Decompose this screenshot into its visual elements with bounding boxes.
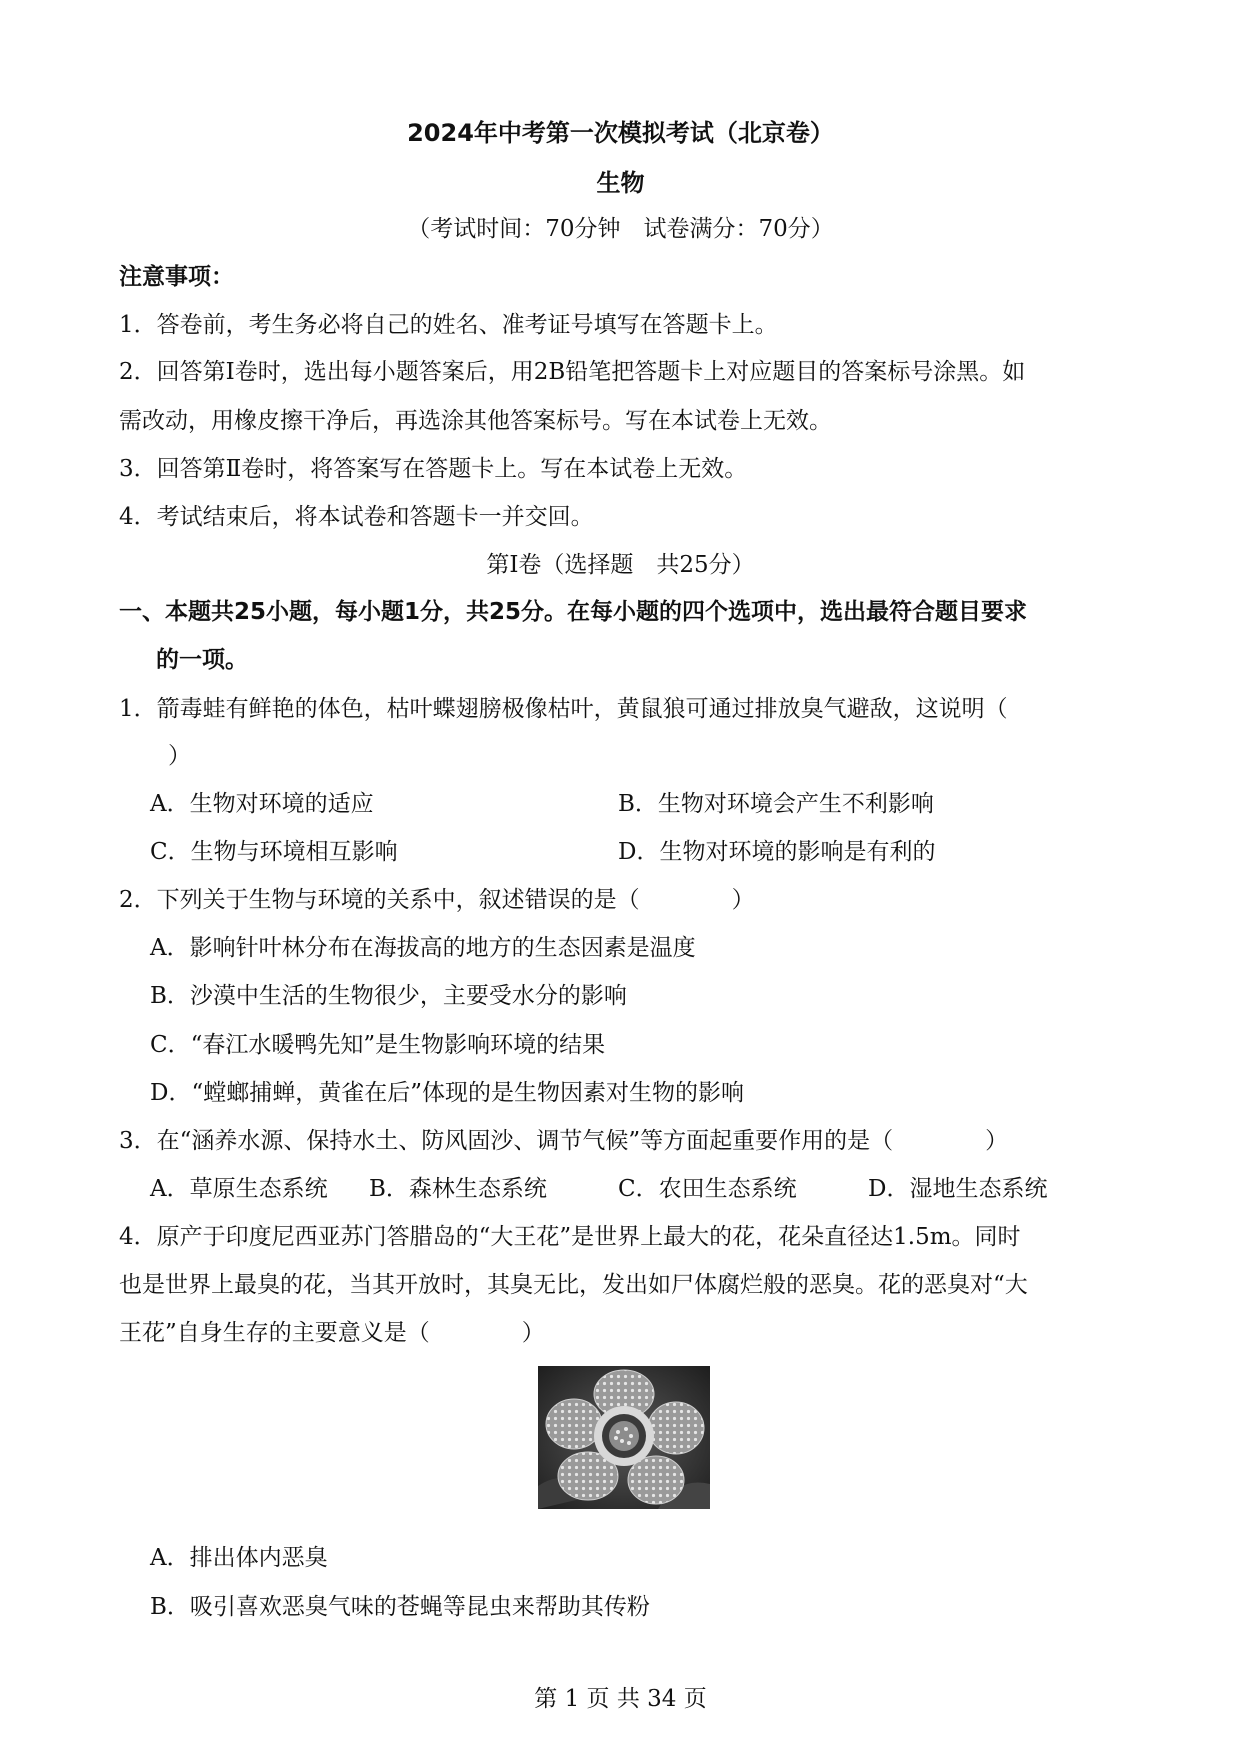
notice-item-2: 2．回答第Ⅰ卷时，选出每小题答案后，用2B铅笔把答题卡上对应题目的答案标号涂黑。如 — [119, 359, 1026, 385]
q3-option-d: D．湿地生态系统 — [868, 1176, 1048, 1202]
q3-option-a: A．草原生态系统 — [150, 1176, 328, 1202]
q4-option-a: A．排出体内恶臭 — [150, 1545, 328, 1571]
notice-item-1: 1．答卷前，考生务必将自己的姓名、准考证号填写在答题卡上。 — [119, 312, 778, 338]
notice-heading: 注意事项： — [119, 264, 234, 290]
rafflesia-photo — [538, 1366, 710, 1509]
page-number: 第 1 页 共 34 页 — [534, 1686, 707, 1712]
notice-item-4: 4．考试结束后，将本试卷和答题卡一并交回。 — [119, 504, 594, 530]
section-title: 第Ⅰ卷（选择题 共25分） — [486, 552, 755, 578]
q3-option-b: B．森林生态系统 — [369, 1176, 547, 1202]
section-instruction: 一、本题共25小题，每小题1分，共25分。在每小题的四个选项中，选出最符合题目要求 — [119, 599, 1028, 625]
section-instruction-cont: 的一项。 — [156, 647, 248, 673]
q1-stem: 1．箭毒蛙有鲜艳的体色，枯叶蝶翅膀极像枯叶，黄鼠狼可通过排放臭气避敌，这说明（ — [119, 696, 1008, 722]
q2-option-d: D．“螳螂捕蝉，黄雀在后”体现的是生物因素对生物的影响 — [150, 1080, 744, 1106]
q2-option-c: C．“春江水暖鸭先知”是生物影响环境的结果 — [150, 1032, 606, 1058]
q3-stem: 3．在“涵养水源、保持水土、防风固沙、调节气候”等方面起重要作用的是（ ） — [119, 1128, 1009, 1154]
q1-option-d: D．生物对环境的影响是有利的 — [618, 839, 936, 865]
q3-option-c: C．农田生态系统 — [618, 1176, 797, 1202]
q2-option-a: A．影响针叶林分布在海拔高的地方的生态因素是温度 — [150, 935, 696, 961]
q2-stem: 2．下列关于生物与环境的关系中，叙述错误的是（ ） — [119, 887, 755, 913]
q1-option-a: A．生物对环境的适应 — [150, 791, 374, 817]
subject-title: 生物 — [596, 169, 645, 197]
q1-stem-cont: ） — [168, 743, 191, 769]
q4-stem-cont-1: 也是世界上最臭的花，当其开放时，其臭无比，发出如尸体腐烂般的恶臭。花的恶臭对“大 — [119, 1272, 1028, 1298]
q1-option-b: B．生物对环境会产生不利影响 — [618, 791, 934, 817]
q2-option-b: B．沙漠中生活的生物很少，主要受水分的影响 — [150, 983, 627, 1009]
q4-option-b: B．吸引喜欢恶臭气味的苍蝇等昆虫来帮助其传粉 — [150, 1594, 650, 1620]
q4-stem: 4．原产于印度尼西亚苏门答腊岛的“大王花”是世界上最大的花，花朵直径达1.5m。同时 — [119, 1224, 1021, 1250]
notice-item-2-cont: 需改动，用橡皮擦干净后，再选涂其他答案标号。写在本试卷上无效。 — [119, 408, 832, 434]
notice-item-3: 3．回答第Ⅱ卷时，将答案写在答题卡上。写在本试卷上无效。 — [119, 456, 748, 482]
exam-info: （考试时间：70分钟 试卷满分：70分） — [407, 216, 834, 242]
rafflesia-flower-image — [538, 1366, 710, 1509]
exam-title: 2024年中考第一次模拟考试（北京卷） — [407, 119, 834, 147]
q1-option-c: C．生物与环境相互影响 — [150, 839, 398, 865]
q4-stem-cont-2: 王花”自身生存的主要意义是（ ） — [119, 1320, 545, 1346]
